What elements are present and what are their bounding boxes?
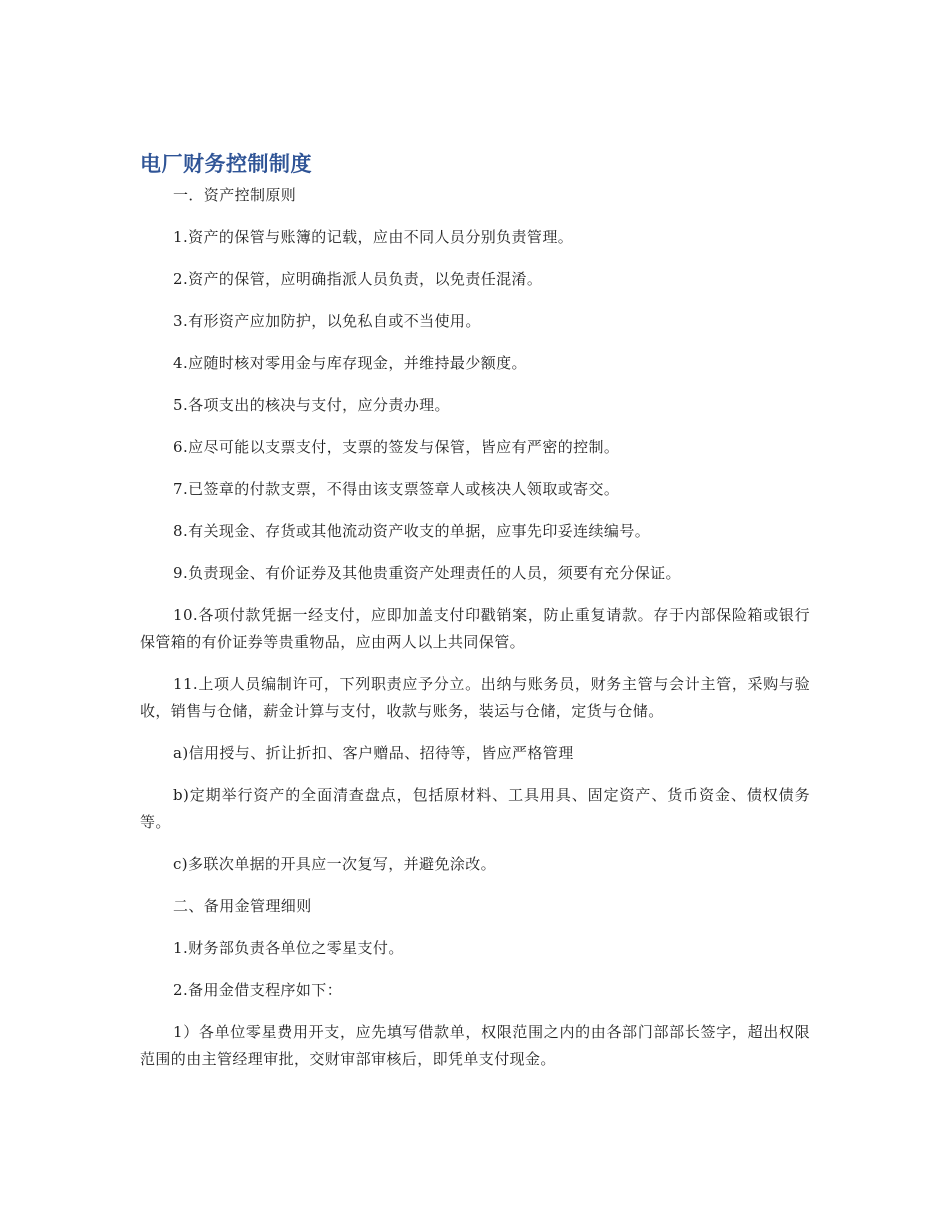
- list-item: 8.有关现金、存货或其他流动资产收支的单据，应事先印妥连续编号。: [173, 522, 651, 540]
- list-item: 2.资产的保管，应明确指派人员负责，以免责任混淆。: [173, 270, 543, 288]
- list-item: 6.应尽可能以支票支付，支票的签发与保管，皆应有严密的控制。: [173, 438, 620, 456]
- list-item: 10.各项付款凭据一经支付，应即加盖支付印戳销案，防止重复请款。存于内部保险箱或银行保管箱的有价证券等贵重物品，应由两人以上共同保管。: [140, 606, 810, 651]
- sub-item: a)信用授与、折让折扣、客户赠品、招待等，皆应严格管理: [173, 744, 574, 762]
- section-heading-petty-cash: 二、备用金管理细则: [173, 897, 312, 915]
- document-body: [140, 150, 810, 1088]
- document-title: 电厂财务控制制度: [140, 152, 312, 176]
- list-item: 5.各项支出的核决与支付，应分责办理。: [173, 396, 450, 414]
- sub-item: b)定期举行资产的全面清查盘点，包括原材料、工具用具、固定资产、货币资金、债权债务等。: [140, 786, 810, 831]
- section-heading-asset-control: 一．资产控制原则: [173, 186, 297, 204]
- list-item: 3.有形资产应加防护，以免私自或不当使用。: [173, 312, 481, 330]
- list-item: 1.财务部负责各单位之零星支付。: [173, 939, 404, 957]
- list-item: 9.负责现金、有价证券及其他贵重资产处理责任的人员，须要有充分保证。: [173, 564, 681, 582]
- list-item: 4.应随时核对零用金与库存现金，并维持最少额度。: [173, 354, 527, 372]
- sub-item: 1）各单位零星费用开支，应先填写借款单，权限范围之内的由各部门部部长签字，超出权限范围的由主管经理审批，交财审部审核后，即凭单支付现金。: [140, 1023, 810, 1068]
- list-item: 2.备用金借支程序如下：: [173, 981, 343, 999]
- sub-item: c)多联次单据的开具应一次复写，并避免涂改。: [173, 855, 497, 873]
- list-item: 11.上项人员编制许可，下列职责应予分立。出纳与账务员，财务主管与会计主管，采购与验收，销售与仓储，薪金计算与支付，收款与账务，装运与仓储，定货与仓储。: [140, 675, 810, 720]
- list-item: 7.已签章的付款支票，不得由该支票签章人或核决人领取或寄交。: [173, 480, 620, 498]
- list-item: 1.资产的保管与账簿的记载，应由不同人员分别负责管理。: [173, 228, 574, 246]
